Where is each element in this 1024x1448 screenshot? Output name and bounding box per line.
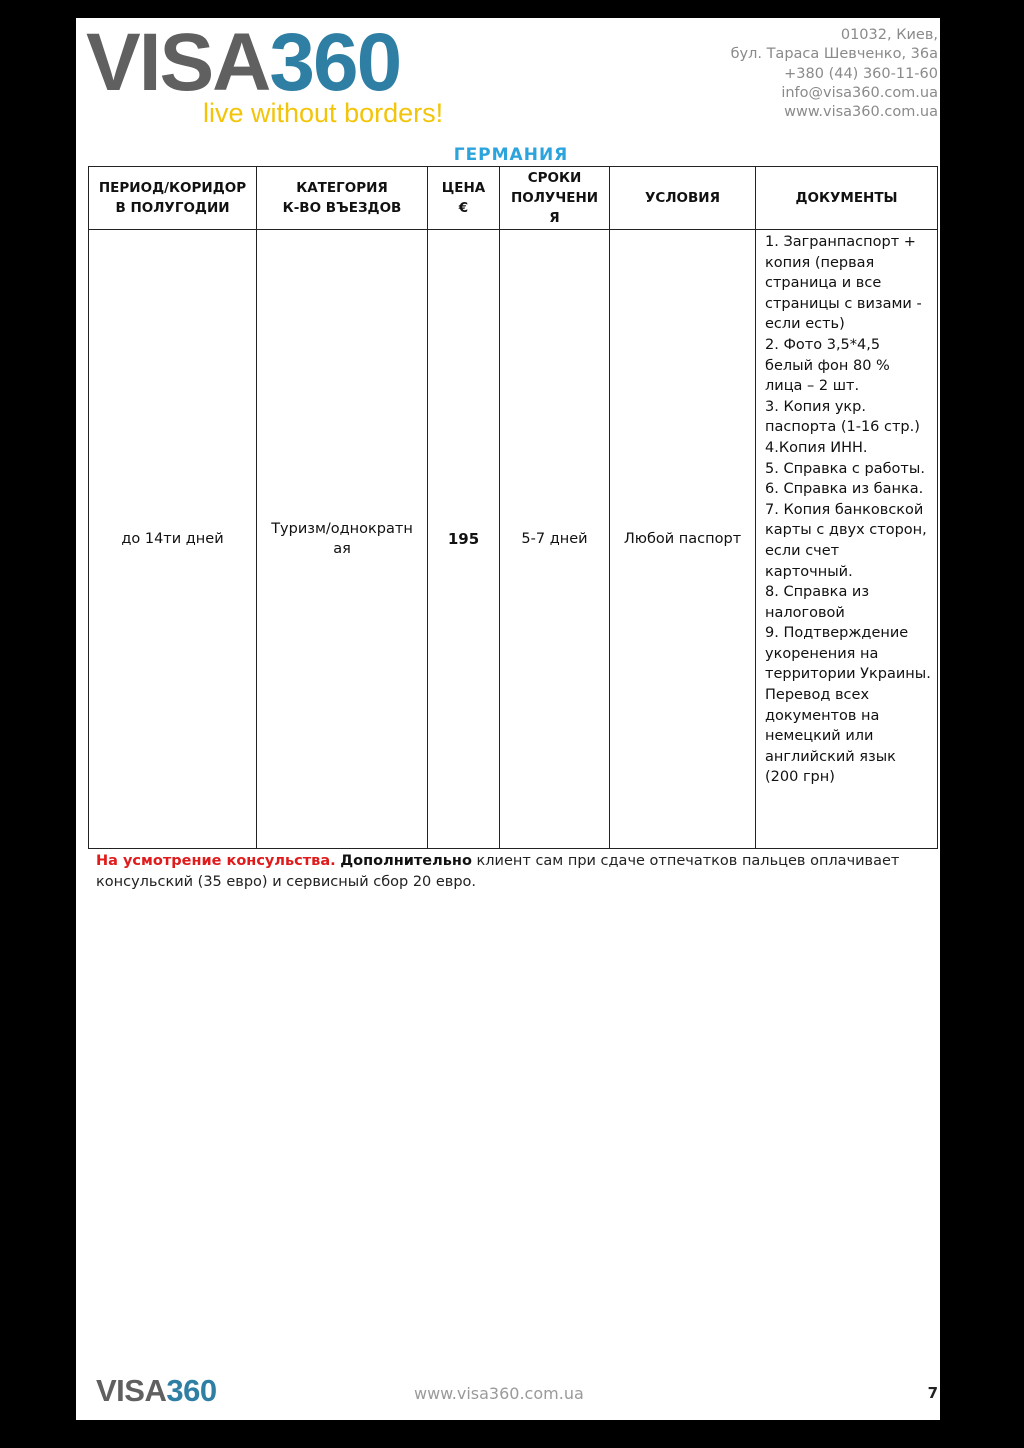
note-additional-label: Дополнительно (340, 853, 472, 869)
header-term: СРОКИ ПОЛУЧЕНИ Я (500, 167, 610, 230)
logo-tagline: live without borders! (203, 98, 444, 128)
cell-term: 5-7 дней (500, 230, 610, 849)
logo-wordmark (86, 17, 401, 108)
note-text: клиент сам при сдаче отпечатков пальцев оплачивает консульский (35 евро) и сервисный сбор 20 евро. (96, 853, 900, 890)
document-item: 8. Справка из налоговой (765, 584, 870, 621)
document-item: 2. Фото 3,5*4,5 белый фон 80 % лица – 2 шт. (765, 336, 890, 395)
document-item: 7. Копия банковской карты с двух сторон, если счет карточный. (765, 501, 927, 580)
table-row (89, 230, 938, 849)
logo-part-360: 360 (269, 17, 401, 108)
cell-conditions: Любой паспорт (610, 230, 756, 849)
document-item: 3. Копия укр. паспорта (1-16 стр.) (765, 398, 920, 436)
logo-part-visa: VISA (86, 17, 270, 108)
website-url: www.visa360.com.ua (784, 104, 938, 121)
document-item: 9. Подтверждение укоренения на территории Украины. (765, 625, 931, 683)
address-line-2: бул. Тараса Шевченко, 36а (730, 46, 938, 63)
country-title: ГЕРМАНИЯ (453, 145, 569, 165)
email-address: info@visa360.com.ua (781, 84, 938, 101)
cell-price: 195 (428, 230, 500, 849)
consulate-note (96, 851, 926, 893)
address-line-1: 01032, Киев, (840, 27, 938, 43)
cell-documents (756, 230, 938, 849)
page-number: 7 (927, 1384, 938, 1402)
cell-category: Туризм/однократн ая (257, 230, 428, 849)
document-item: 5. Справка с работы. (765, 460, 925, 477)
header-documents: ДОКУМЕНТЫ (756, 167, 938, 230)
cell-period: до 14ти дней (89, 230, 257, 849)
table-header-row (89, 167, 938, 230)
header-period: ПЕРИОД/КОРИДОР В ПОЛУГОДИИ (89, 167, 257, 230)
visa-requirements-table (88, 166, 938, 849)
note-consulate-discretion: На усмотрение консульства. (96, 853, 336, 869)
header-price: ЦЕНА € (428, 167, 500, 230)
contact-address-block (731, 26, 938, 122)
visa360-logo (86, 17, 486, 142)
header-category: КАТЕГОРИЯ К-ВО ВЪЕЗДОВ (257, 167, 428, 230)
footer-website-link[interactable]: www.visa360.com.ua (414, 1384, 584, 1403)
footer-logo: VISA360 (96, 1373, 217, 1408)
phone-number: +380 (44) 360-11-60 (784, 65, 938, 82)
document-item: Перевод всех документов на немецкий или английский язык (200 грн) (765, 687, 896, 786)
document-item: 6. Справка из банка. (765, 481, 924, 498)
document-item: 1. Загранпаспорт + копия (первая страница и все страницы с визами - если есть) (765, 234, 922, 333)
document-item: 4.Копия ИНН. (765, 439, 868, 456)
document-page (76, 18, 940, 1420)
header-conditions: УСЛОВИЯ (610, 167, 756, 230)
